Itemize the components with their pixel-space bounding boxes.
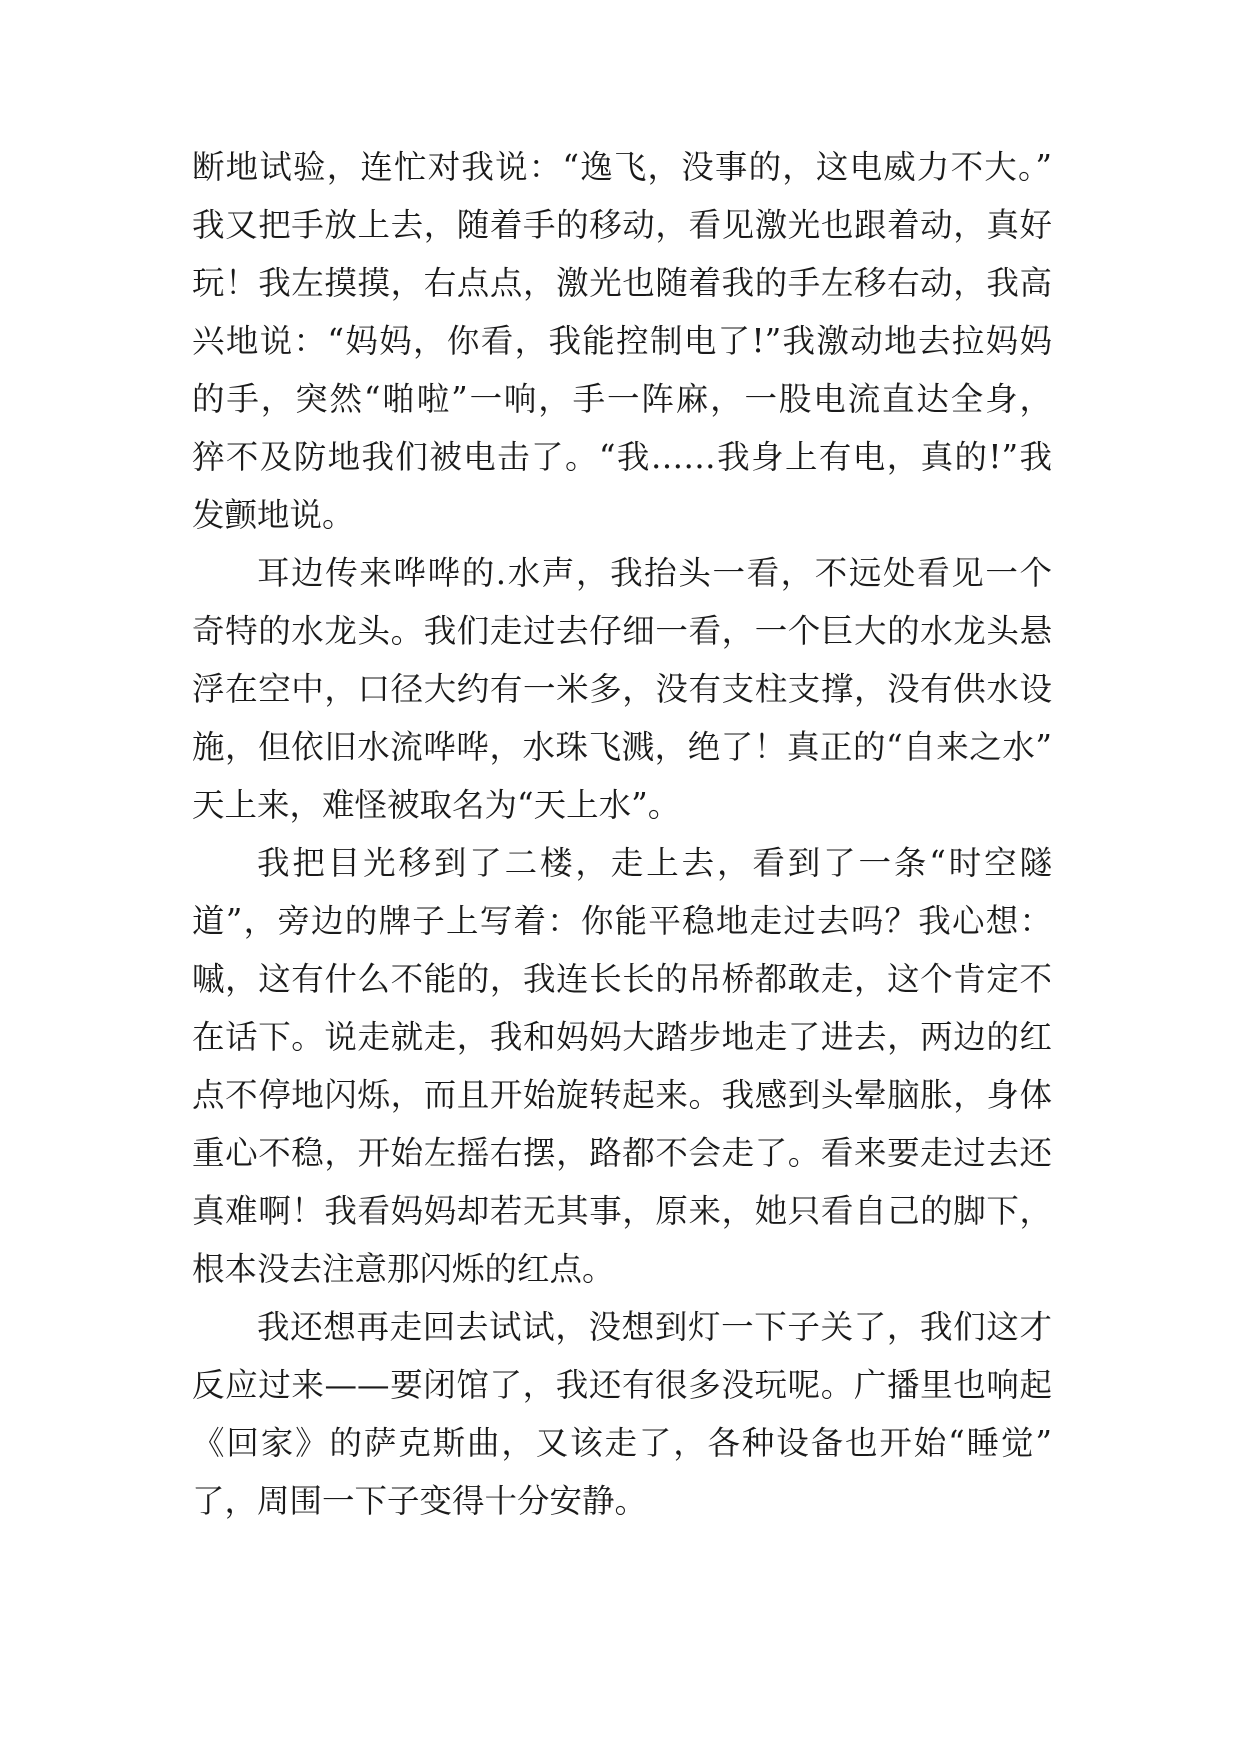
paragraph-2	[192, 544, 1052, 834]
text-line: 我又把手放上去，随着手的移动，看见激光也跟着动，真好	[192, 206, 1052, 244]
text-line: 断地试验，连忙对我说：“逸飞，没事的，这电威力不大。”	[192, 148, 1052, 186]
text-line: 发颤地说。	[192, 496, 355, 534]
text-line: 我还想再走回去试试，没想到灯一下子关了，我们这才	[257, 1308, 1052, 1346]
text-line: 点不停地闪烁，而且开始旋转起来。我感到头晕脑胀，身体	[192, 1076, 1052, 1114]
text-line: 反应过来——要闭馆了，我还有很多没玩呢。广播里也响起	[192, 1366, 1052, 1404]
paragraph-3	[192, 834, 1052, 1298]
text-line: 重心不稳，开始左摇右摆，路都不会走了。看来要走过去还	[192, 1134, 1052, 1172]
text-line: 我把目光移到了二楼，走上去，看到了一条“时空隧	[257, 844, 1052, 882]
paragraph-4	[192, 1298, 1052, 1530]
text-line: 猝不及防地我们被电击了。“我……我身上有电，真的!”我	[192, 438, 1052, 476]
text-line: 的手，突然“啪啦”一响，手一阵麻，一股电流直达全身，	[192, 380, 1052, 418]
text-line: 真难啊！我看妈妈却若无其事，原来，她只看自己的脚下，	[192, 1192, 1052, 1230]
text-line: 兴地说：“妈妈，你看，我能控制电了!”我激动地去拉妈妈	[192, 322, 1052, 360]
text-line: 浮在空中，口径大约有一米多，没有支柱支撑，没有供水设	[192, 670, 1052, 708]
text-line: 天上来，难怪被取名为“天上水”。	[192, 786, 681, 824]
text-line: 耳边传来哗哗的.水声，我抬头一看，不远处看见一个	[257, 554, 1052, 592]
text-line: 根本没去注意那闪烁的红点。	[192, 1250, 615, 1288]
text-line: 玩！我左摸摸，右点点，激光也随着我的手左移右动，我高	[192, 264, 1052, 302]
text-line: 嘁，这有什么不能的，我连长长的吊桥都敢走，这个肯定不	[192, 960, 1052, 998]
paragraph-1	[192, 138, 1052, 544]
article-body	[192, 138, 1052, 1530]
text-line: 奇特的水龙头。我们走过去仔细一看，一个巨大的水龙头悬	[192, 612, 1052, 650]
text-line: 道”，旁边的牌子上写着：你能平稳地走过去吗？我心想：	[192, 902, 1052, 940]
text-line: 施，但依旧水流哗哗，水珠飞溅，绝了！真正的“自来之水”	[192, 728, 1052, 766]
text-line: 《回家》的萨克斯曲，又该走了，各种设备也开始“睡觉”	[192, 1424, 1052, 1462]
text-line: 了，周围一下子变得十分安静。	[192, 1482, 648, 1520]
text-line: 在话下。说走就走，我和妈妈大踏步地走了进去，两边的红	[192, 1018, 1052, 1056]
